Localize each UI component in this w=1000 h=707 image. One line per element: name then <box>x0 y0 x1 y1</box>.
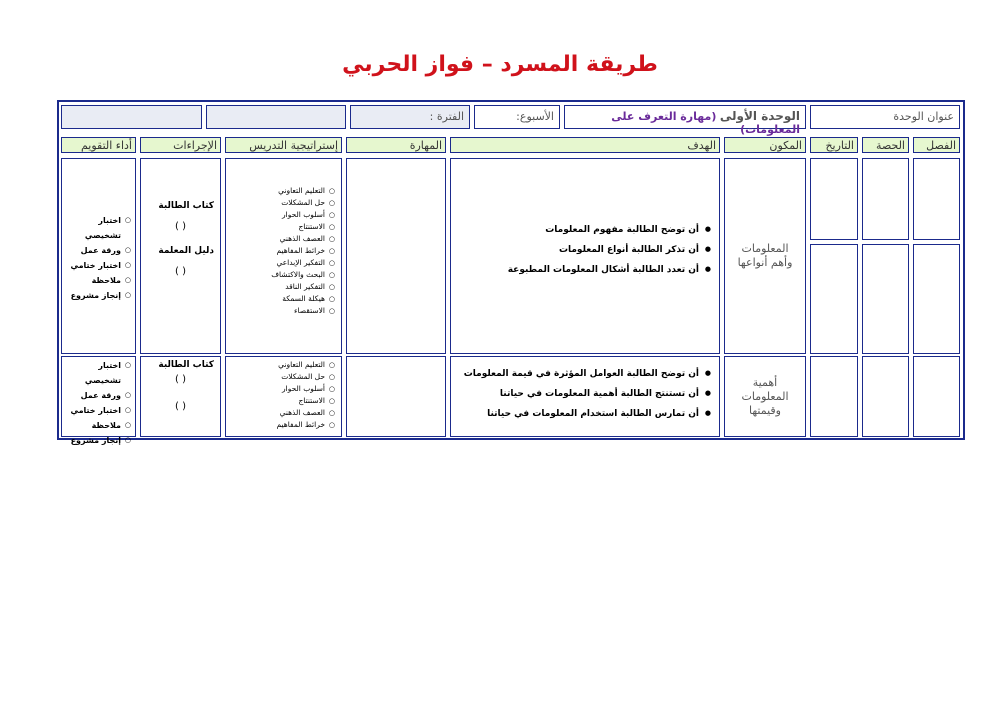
week-label: الأسبوع: <box>516 110 554 123</box>
strategy-item: ○ التعليم التعاوني <box>232 359 335 371</box>
procedure-blank: ( ) <box>175 266 186 277</box>
row1-session-b <box>862 244 909 354</box>
strategy-item: ○ أسلوب الحوار <box>232 383 335 395</box>
strategy-item: ○ حل المشكلات <box>232 197 335 209</box>
row1-strategies <box>225 158 342 354</box>
procedure-label: دليل المعلمة <box>158 246 214 256</box>
procedure-blank: ( ) <box>175 221 186 232</box>
evaluation-item: ○ اختبار ختامي <box>66 258 131 273</box>
strategy-item: ○ الاستنتاج <box>232 395 335 407</box>
strategy-item: ○ أسلوب الحوار <box>232 209 335 221</box>
evaluation-item: ○ ورقة عمل <box>66 243 131 258</box>
procedure-blank: ( ) <box>175 401 186 412</box>
row1-goals <box>450 158 720 354</box>
strategy-item: ○ الاستنتاج <box>232 221 335 233</box>
goal-item: ● أن توضح الطالبة العوامل المؤثرة في قيمة المعلومات <box>459 369 711 379</box>
strategy-item: ○ التفكير الإبداعي <box>232 257 335 269</box>
header-evaluation: أداء التقويم <box>61 137 136 153</box>
goal-item: ● أن تعدد الطالبة أشكال المعلومات المطبوعة <box>459 265 711 275</box>
evaluation-item: ○ اختبار ختامي <box>66 403 131 418</box>
strategy-item: ○ التفكير الناقد <box>232 281 335 293</box>
header-goal: الهدف <box>450 137 720 153</box>
lesson-plan-table <box>57 100 965 445</box>
week-cell <box>474 105 560 129</box>
page-title: طريقة المسرد – فواز الحربي <box>342 52 658 77</box>
row1-procedures <box>140 158 221 354</box>
unit-name: (مهارة التعرف على المعلومات) <box>611 110 800 136</box>
row2-date <box>810 356 858 437</box>
header-class: الفصل <box>913 137 960 153</box>
evaluation-item: ○ إنجاز مشروع <box>66 288 131 303</box>
strategy-item: ○ الاستقصاء <box>232 305 335 317</box>
unit-label: الوحدة الأولى <box>719 109 800 123</box>
row1-date-b <box>810 244 858 354</box>
row2-skill <box>346 356 446 437</box>
strategy-item: ○ البحث والاكتشاف <box>232 269 335 281</box>
row1-session-a <box>862 158 909 240</box>
row2-goals <box>450 356 720 437</box>
header-date: التاريخ <box>810 137 858 153</box>
unit-title-cell <box>810 105 960 129</box>
row1-class-a <box>913 158 960 240</box>
row1-date-a <box>810 158 858 240</box>
period-cell <box>350 105 470 129</box>
header-component: المكون <box>724 137 806 153</box>
header-procedures: الإجراءات <box>140 137 221 153</box>
strategy-item: ○ حل المشكلات <box>232 371 335 383</box>
row2-component: أهمية المعلومات وقيمتها <box>724 356 806 437</box>
procedure-label: كتاب الطالبة <box>158 360 214 370</box>
header-skill: المهارة <box>346 137 446 153</box>
procedure-blank: ( ) <box>175 374 186 385</box>
unit-title-label: عنوان الوحدة <box>893 110 954 123</box>
goal-item: ● أن تستنتج الطالبة أهمية المعلومات في حياتنا <box>459 389 711 399</box>
row1-skill <box>346 158 446 354</box>
procedure-label: كتاب الطالبة <box>158 201 214 211</box>
period-label: الفترة : <box>429 110 464 123</box>
header-strategy: إستراتيجية التدريس <box>225 137 342 153</box>
goal-item: ● أن تمارس الطالبة استخدام المعلومات في حياتنا <box>459 409 711 419</box>
row2-procedures <box>140 356 221 437</box>
evaluation-item: ○ ملاحظة <box>66 273 131 288</box>
goal-item: ● أن توضح الطالبة مفهوم المعلومات <box>459 225 711 235</box>
evaluation-item: ○ اختبار تشخيصي <box>66 213 131 243</box>
strategy-item: ○ هيكلة السمكة <box>232 293 335 305</box>
blank-top-cell-1 <box>206 105 346 129</box>
row2-strategies <box>225 356 342 437</box>
unit-cell <box>564 105 806 136</box>
strategy-item: ○ خرائط المفاهيم <box>232 419 335 431</box>
goal-item: ● أن تذكر الطالبة أنواع المعلومات <box>459 245 711 255</box>
row2-session <box>862 356 909 437</box>
blank-top-cell-2 <box>61 105 202 129</box>
row1-evaluation <box>61 158 136 354</box>
row1-class-b <box>913 244 960 354</box>
evaluation-item: ○ اختبار تشخيصي <box>66 358 131 388</box>
row2-evaluation <box>61 356 136 445</box>
strategy-item: ○ العصف الذهني <box>232 233 335 245</box>
evaluation-item: ○ ورقة عمل <box>66 388 131 403</box>
row1-component: المعلومات وأهم أنواعها <box>724 158 806 354</box>
row2-class <box>913 356 960 437</box>
evaluation-item: ○ ملاحظة <box>66 418 131 433</box>
evaluation-item: ○ إنجاز مشروع <box>66 433 131 448</box>
strategy-item: ○ خرائط المفاهيم <box>232 245 335 257</box>
header-session: الحصة <box>862 137 909 153</box>
strategy-item: ○ التعليم التعاوني <box>232 185 335 197</box>
strategy-item: ○ العصف الذهني <box>232 407 335 419</box>
